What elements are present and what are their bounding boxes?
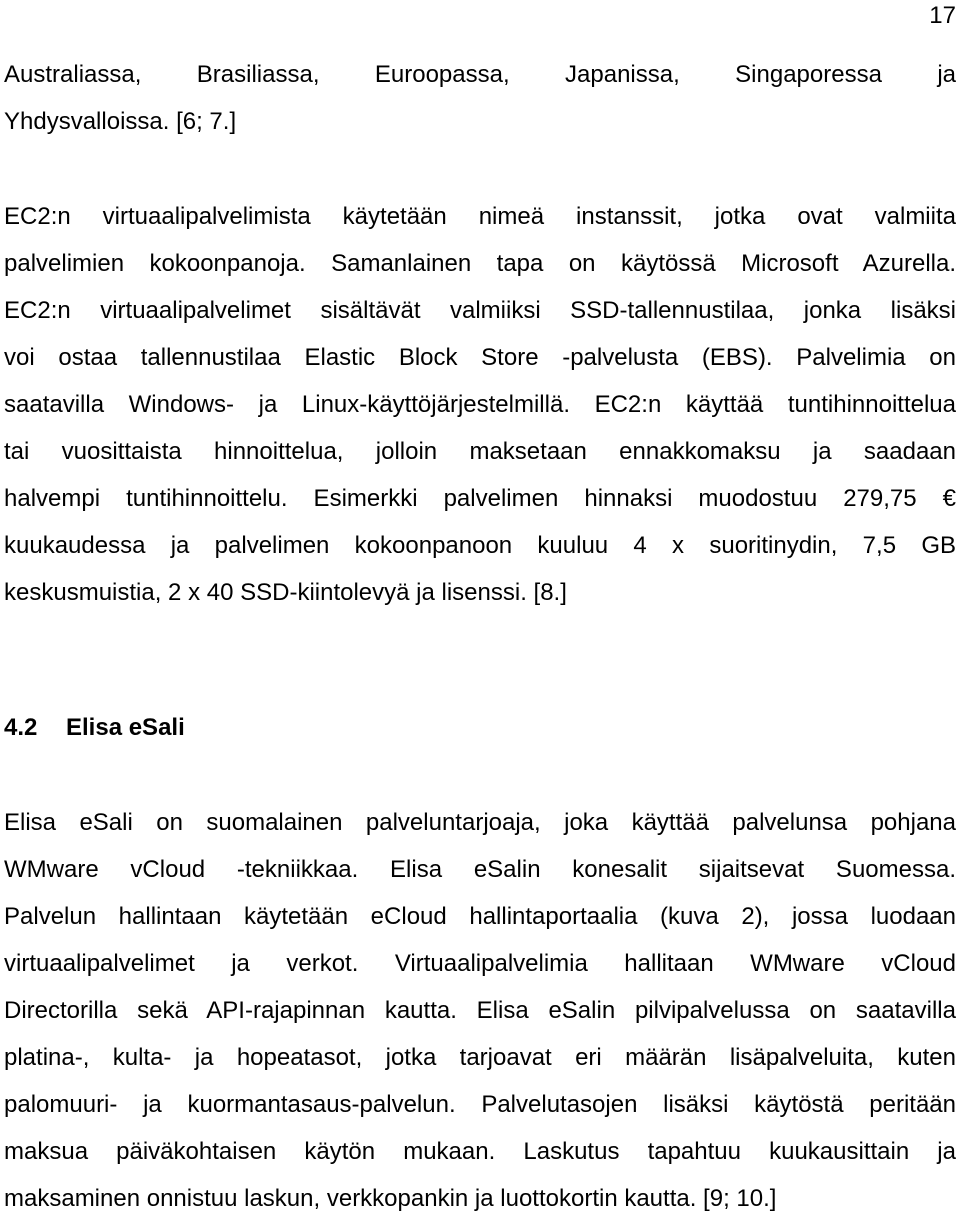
paragraph-continuation [4,51,956,145]
text-line: saatavilla Windows- ja Linux-käyttöjärjestelmillä. EC2:n käyttää tuntihinnoittelua [4,391,956,418]
text-line: EC2:n virtuaalipalvelimista käytetään nimeä instanssit, jotka ovat valmiita [4,203,956,230]
text-line: Directorilla sekä API-rajapinnan kautta. Elisa eSalin pilvipalvelussa on saatavilla [4,997,956,1024]
text-line: palomuuri- ja kuormantasaus-palvelun. Palvelutasojen lisäksi käytöstä peritään [4,1091,956,1118]
text-line: Palvelun hallintaan käytetään eCloud hallintaportaalia (kuva 2), jossa luodaan [4,903,956,930]
text-line: Australiassa, Brasiliassa, Euroopassa, Japanissa, Singaporessa ja [4,61,956,88]
section-number: 4.2 [4,714,38,741]
section-title: Elisa eSali [66,714,185,741]
paragraph-ec2 [4,193,956,616]
text-line: palvelimien kokoonpanoja. Samanlainen tapa on käytössä Microsoft Azurella. [4,250,956,277]
text-line: maksua päiväkohtaisen käytön mukaan. Laskutus tapahtuu kuukausittain ja [4,1138,956,1165]
text-line: halvempi tuntihinnoittelu. Esimerkki palvelimen hinnaksi muodostuu 279,75 € [4,485,956,512]
text-line: keskusmuistia, 2 x 40 SSD-kiintolevyä ja lisenssi. [8.] [4,579,567,606]
text-line: kuukaudessa ja palvelimen kokoonpanoon kuuluu 4 x suoritinydin, 7,5 GB [4,532,956,559]
text-line: virtuaalipalvelimet ja verkot. Virtuaalipalvelimia hallitaan WMware vCloud [4,950,956,977]
text-line: maksaminen onnistuu laskun, verkkopankin ja luottokortin kautta. [9; 10.] [4,1185,777,1212]
paragraph-esali [4,799,956,1222]
text-line: tai vuosittaista hinnoittelua, jolloin maksetaan ennakkomaksu ja saadaan [4,438,956,465]
text-line: Yhdysvalloissa. [6; 7.] [4,108,237,135]
text-line: platina-, kulta- ja hopeatasot, jotka tarjoavat eri määrän lisäpalveluita, kuten [4,1044,956,1071]
page-number: 17 [929,2,956,29]
section-heading [4,708,185,748]
text-line: voi ostaa tallennustilaa Elastic Block Store -palvelusta (EBS). Palvelimia on [4,344,956,371]
text-line: WMware vCloud -tekniikkaa. Elisa eSalin konesalit sijaitsevat Suomessa. [4,856,956,883]
text-line: Elisa eSali on suomalainen palveluntarjoaja, joka käyttää palvelunsa pohjana [4,809,956,836]
text-line: EC2:n virtuaalipalvelimet sisältävät valmiiksi SSD-tallennustilaa, jonka lisäksi [4,297,956,324]
